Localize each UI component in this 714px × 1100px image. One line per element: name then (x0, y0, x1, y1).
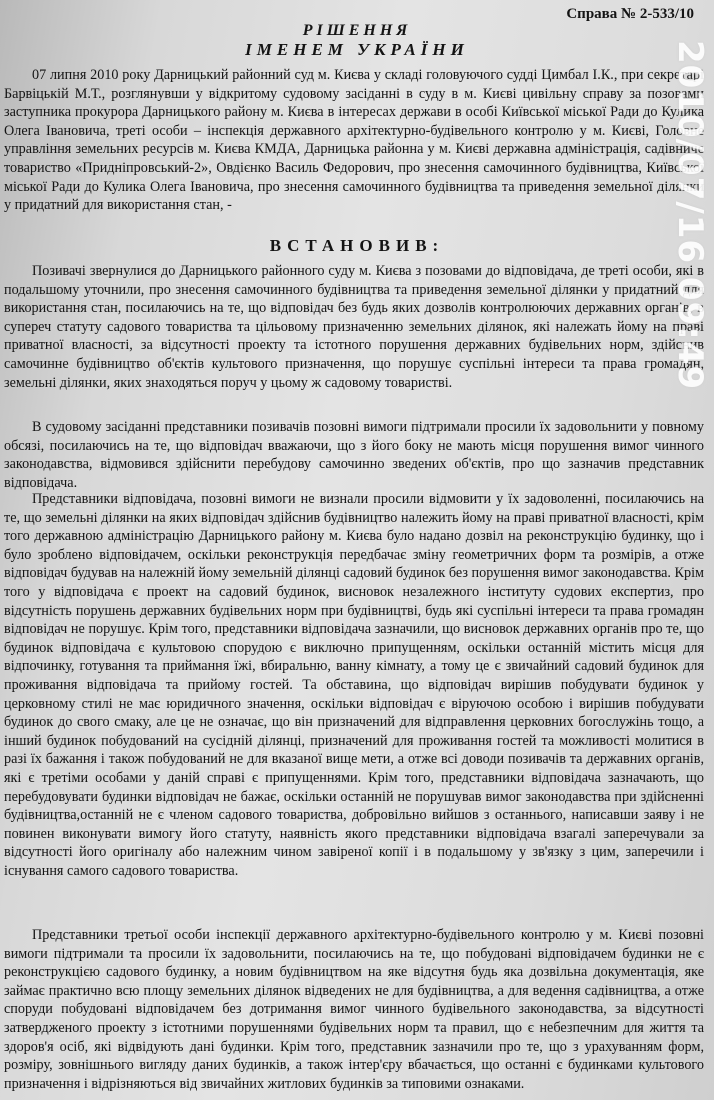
document-title: РІШЕННЯ (302, 22, 412, 39)
paragraph-block-3 (4, 490, 704, 880)
camera-timestamp-overlay: 2010/07/16 09:49 (670, 40, 710, 391)
document-subtitle: ІМЕНЕМ УКРАЇНИ (245, 40, 469, 59)
paragraph-third-party: Представники третьої особи інспекції державного архітектурно-будівельного контролю у м. Києві позовні вимоги підтримали та просили їх задовольнити, посилаючись на те, що побудовані відповідачем будинки не є реконструкцією садового будинку, а новим будівництвом на яке відсутня будь яка дозвільна документація, яке займає практично всю площу земельних ділянок відведених не для будівництва, а для ведення садівництва, а отже споруди побудовані відповідачем без дотримання вимог чинного будівельного законодавства, за відсутності затвердженого проекту з істотними порушеннями будівельних норм та правил, що є небезпечним для життя та здоров'я осіб, які відвідують дані будинки. Крім того, представник зазначили про те, що з урахуванням форм, розміру, зовнішнього вигляду даних будинків, а також інтер'єру вбачається, що останні є будинками культового призначення і відрізняються від звичайних житлових будинків за типовими ознаками. (4, 927, 704, 1092)
paragraph-block-2 (4, 418, 704, 492)
paragraph-defendant-representatives: Представники відповідача, позовні вимоги не визнали просили відмовити у їх задоволенні, посилаючись на те, що земельні ділянки на яких відповідач здійснив будівництво належить йому на праві приватної власності, крім того державною адміністрацію Дарницького району м. Києва було надано дозвіл на реконструкцію будинку, що і було зроблено відповідачем, оскільки реконструкція передбачає зміну геометричних форм та розмірів, а отже відповідач будував на належній йому земельній ділянці садовий будинок без порушення вимог законодавства. Крім того у відповідача є проект на садовий будинок, висновок незалежного інституту судових експертиз, про відсутність порушень державних будівельних норм при будівництві, будь які суспільні інтереси та права громадян відповідач не порушує. Крім того, представники відповідача зазначили, що висновок державних органів про те, що будинок відповідача є культовою спорудою є виключно припущенням, оскільки останній містить місця для відпочинку, готування та приймання їжі, вбиральню, ванну кімнату, а тому це є звичайний садовий будинок для проживання відповідача та прийому гостей. Та обставина, що відповідач вирішив побудувати будинок у церковному стилі не має юридичного значення, оскільки відповідач є віруючою особою і вирішив побудувати будинок до свого смаку, але це не означає, що він призначений для відправлення церковних богослужінь тощо, а інший будинок побудований на сусідній ділянці, призначений для проживання гостей та можливості молитися в разі їх бажання і також побудований не для вказаної вище мети, а отже всі доводи позивачів та державних органів, які є третіми особами у даній справі є припущеннями. Крім того, представники відповідача зазначають, що перебудовувати будинки відповідач не бажає, оскільки останній не порушував вимог законодавства при здійсненні будівництва,останній не є членом садового товариства, добровільно вийшов з останнього, написавши заяву і не повинен виконувати вимогу його статуту, наявність якого представники відповідача взагалі заперечували за відсутності його оригіналу або належним чином завіреної копії і в подальшому у зв'язку з цим, заперечили і існування самого садового товариства. (4, 491, 704, 879)
paragraph-plaintiff-claims: Позивачі звернулися до Дарницького районного суду м. Києва з позовами до відповідача, де треті особи, які в подальшому уточнили, про знесення самочинного будівництва та приведення земельної ділянки у придатний для використання стан, посилаючись на те, що відповідач без будь яких дозволів контролюючих державних органів, в супереч статуту садового товариства та цільовому призначенню земельних ділянок, які належать йому на праві приватної власності, за відсутності проекту та істотного порушення державних будівельних норм, здійснив самочинне будівництво об'єктів культового призначення, що порушує суспільні інтереси та права громадян, земельні ділянки, яких знаходяться поруч у цьому ж садовому товаристві. (4, 263, 704, 391)
paragraph-block-4 (4, 926, 704, 1093)
case-number: Справа № 2-533/10 (566, 6, 694, 22)
paragraph-block-1 (4, 262, 704, 392)
section-heading: ВСТАНОВИВ: (269, 236, 445, 255)
intro-paragraph (4, 66, 704, 215)
intro-text: 07 липня 2010 року Дарницький районний суд м. Києва у складі головуючого судді Цимбал І.К., при секретарі Барвіцькій М.Т., розглянувши у відкритому судовому засіданні в суду в м. Києві цивільну справу за позовами заступника прокурора Дарницького району м. Києва в інтересах держави в особі Київської міської Ради до Кулика Олега Івановича, треті особи – інспекція державного архітектурно-будівельного контролю у м. Києві, Головне управління земельних ресурсів м. Києва КМДА, Дарницька районна у м. Києві державна адміністрація, садівниче товариство «Придніпровський-2», Овдієнко Василь Федорович, про знесення самочинного будівництва, Київської міської Ради до Кулика Олега Івановича, про знесення самочинного будівництва та приведення земельної ділянки у придатний для використання стан, - (4, 67, 704, 214)
paragraph-plaintiff-representatives: В судовому засіданні представники позивачів позовні вимоги підтримали просили їх задовольнити у повному обсязі, посилаючись на те, що відповідач вважаючи, що з його боку не мають місця порушення вимог чинного законодавства, відмовився здійснити перебудову самочинно зведених об'єктів, про що зазначив представник відповідача. (4, 419, 704, 491)
